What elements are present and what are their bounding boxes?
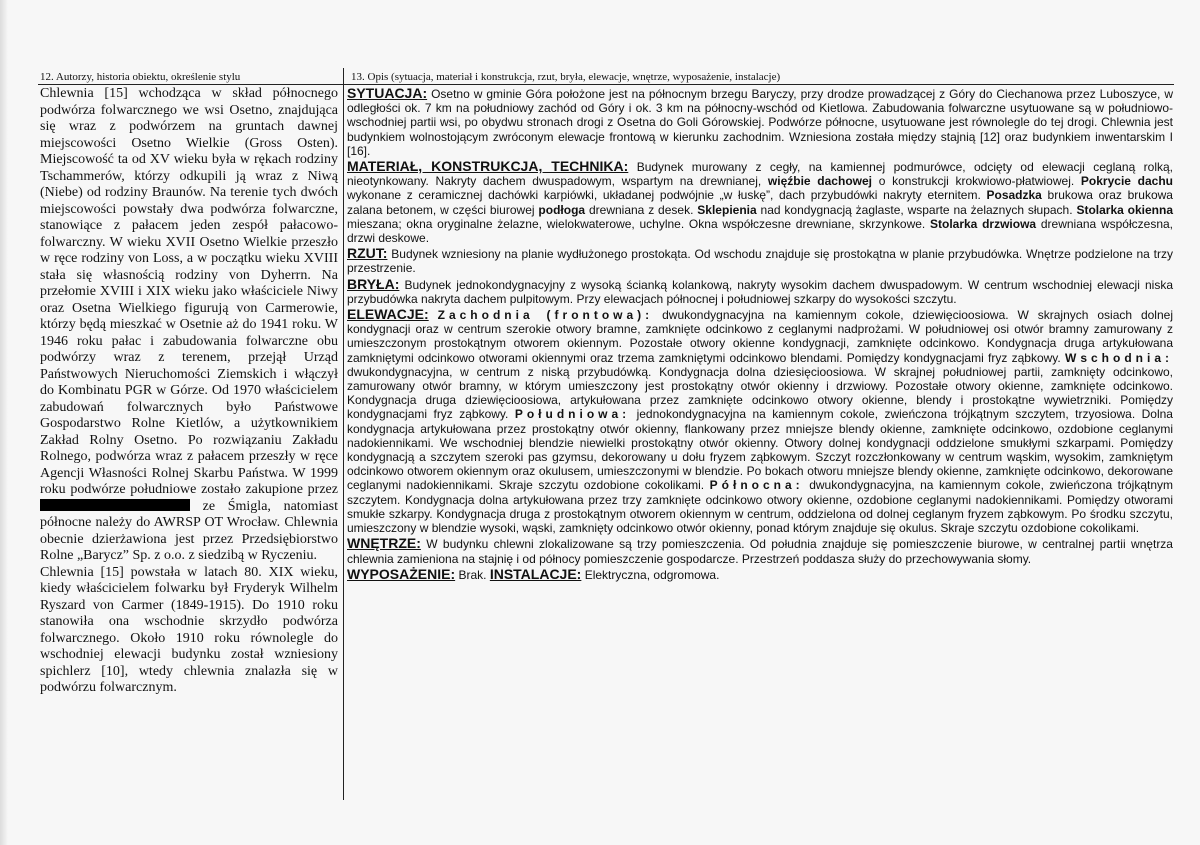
elewacja-poludniowa-label: Południowa: — [514, 407, 631, 422]
material-text-2: o konstrukcji krokwiowo-płatwiowej. — [878, 174, 1075, 189]
section-wnetrze — [347, 536, 1173, 565]
instalacje-text: Elektryczna, odgromowa. — [584, 567, 720, 582]
elewacja-wschodnia-text: dwukondygnacyjna, w centrum z niską przybudówką. Kondygnacja dolna dziesięcioosiowa. W skrajnej południowej partii, zamknięty odcinkowo, zamurowany otwór bramny, w którym umieszczony jest prostokątny otwór okienny i drzwiowy. Pozostałe otwory okienne, zamknięte odcinkowo. Kondygnacja druga dziewięcioosiowa, artykułowana przez zamknięte odcinkowo otwory okienne, blendy i prostokątne wywietrzniki. Pomiędzy kondygnacjami fryz ząbkowy. — [347, 364, 1173, 422]
elewacja-wschodnia-label: Wschodnia: — [1065, 350, 1173, 365]
material-bold-2: Pokrycie dachu — [1080, 174, 1173, 189]
section-sytuacja — [347, 86, 1173, 158]
section-bryla — [347, 277, 1173, 306]
material-text-4: brukowa oraz brukowa zalana betonem, w części biurowej — [347, 188, 1173, 217]
material-bold-6: Stolarka okienna — [1076, 202, 1174, 217]
rzut-title: RZUT: — [347, 245, 388, 262]
section-rzut — [347, 246, 1173, 275]
material-bold-5: Sklepienia — [697, 202, 757, 217]
elewacja-polnocna-text: dwukondygnacyjna, na kamiennym cokole, zwieńczona trójkątnym szczytem. Kondygnacja dolna artykułowana przez trzy zamknięte odcinkowo otwory okienne, ozdobione ceglanymi nadokiennikami. Pomiędzy otworami smukłe szkarpy. Kondygnacja druga z prostokątnym otworem okiennym w centrum, oddzielona od dolnej ceglanym fryzem ząbkowym. Po środku szczytu, umieszczony w blendzie wysoki, wąski, zamknięty odcinkowo otwór okienny, ponad którym znajduje się okulus. Skraje szczytu ozdobione cokolikami. — [347, 478, 1173, 536]
wyposazenie-title: WYPOSAŻENIE: — [347, 565, 456, 582]
material-text-7: mieszana; okna oryginalne żelazne, wielokwaterowe, uchylne. Okna współczesne drewniane, skrzynkowe. — [347, 216, 926, 231]
history-text-1a: Chlewnia [15] wchodząca w skład północnego podwórza folwarcznego we wsi Osetno, znajdująca się wraz z podwórzem na gruntach dawnej miejscowości Osetno Wielkie (Gross Osten). Miejscowość ta od XV wieku była w rękach rodziny Tschammerów, którzy odkupili ją wraz z Niwą (Niebe) od rodziny Braunów. Na terenie tych dwóch miejscowości powstały dwa podwórza folwarczne, stanowiące z pałacem jeden zespół pałacowo-folwarczny. W wieku XVII Osetno Wielkie przeszło w ręce rodziny von Loss, a w początku wieku XVIII stała się własnością rodziny von Dyherrn. Na przełomie XVIII i XIX wieku jako właściciele Niwy oraz Osetna Wielkiego figurują von Carmerowie, którzy będą mieszkać w Osetnie aż do 1941 roku. W 1946 roku pałac i zabudowania folwarczne obu podwórzy wraz z terenem, przejął Urząd Państwowych Nieruchomości Ziemskich i włączył do Kombinatu PGR w Górze. Od 1970 właścicielem zabudowań folwarcznych było Państwowe Gospodarstwo Rolne Kietlów, a użytkownikiem Zakład Rolny Osetno. Po rozwiązaniu Zakładu Rolnego, podwórza wraz z pałacem przeszły w ręce Agencji Własności Rolnej Skarbu Państwa. W 1999 roku podwórze południowe zostało zakupione przez — [40, 86, 338, 497]
history-paragraph-2: Chlewnia [15] powstała w latach 80. XIX wieku, kiedy właścicielem folwarku był Fryderyk Wilhelm Ryszard von Carmer (1849-1915). Do 1910 roku stanowiła ona wschodnie skrzydło podwórza folwarcznego. Około 1910 roku równolegle do wschodniej elewacji budynku został wzniesiony spichlerz [10], wtedy chlewnia znalazła się w podwórzu folwarcznym. — [40, 564, 338, 695]
elewacja-poludniowa-text: jednokondygnacyjna na kamiennym cokole, zwieńczona trójkątnym szczytem, trzyosiowa. Dolna kondygnacja artykułowana przez prostokątny otwór okienny, flankowany przez mniejsze blendy okienne, zamknięte odcinkowo, ozdobione ceglanymi nadokiennikami. We wschodniej blendzie niewielki prostokątny otwór okienny. Otwory dolnej kondygnacji oddzielone smukłymi szkarpami. Pomiędzy kondygnacją a szczytem szeroki pas gzymsu, dekorowany u dołu fryzem ząbkowym. Szczyt rozczłonkowany w centrum wąskim, wysokim, zamkniętym odcinkowo otworem okiennym oraz okulusem, umieszczonymi w blendzie. Po bokach otworu mniejsze blendy okienne, zamknięte odcinkowo, dekorowane ceglanymi nadokiennikami. Skraje szczytu ozdobione cokolikami. — [347, 407, 1173, 493]
elewacja-zachodnia-label: Zachodnia (frontowa): — [437, 308, 654, 323]
material-text-8: drewniana współczesna, drzwi deskowe. — [347, 216, 1174, 246]
header-right: 13. Opis (sytuacja, materiał i konstrukcja, rzut, bryła, elewacje, wnętrze, wyposażenie, instalacje) — [351, 71, 781, 83]
material-text-6: nad kondygnacją żaglaste, wsparte na żelaznych słupach. — [760, 202, 1073, 217]
column-divider — [343, 68, 344, 800]
material-text-1: Budynek murowany z cegły, na kamiennej podmurówce, odcięty od elewacji ceglaną rolką, nieotynkowany. Nakryty dachem dwuspadowym, wspartym na drewnianej, — [347, 160, 1173, 189]
elewacja-zachodnia-text: dwukondygnacyjna na kamiennym cokole, dziewięcioosiowa. W skrajnych osiach dolnej kondygnacji oraz w centrum szerokie otwory bramne, zamknięte odcinkowo z ceglanymi nadprożami. W południowej osi otwór bramny zamurowany z umieszczonym prostokątnym otworem okiennym. Pozostałe otwory okienne kondygnacji, zamknięte odcinkowo. Kondygnacja druga artykułowana zamkniętymi odcinkowo otworami okiennymi oraz trzema zamkniętymi odcinkowo blendami. Pomiędzy kondygnacjami fryz ząbkowy. — [347, 308, 1173, 365]
sytuacja-text: Osetno w gminie Góra położone jest na północnym brzegu Baryczy, przy drodze prowadzącej z Góry do Ciechanowa przez Luboszyce, w odległości ok. 7 km na południowy zachód od Góry i ok. 3 km na północny-wschód od Kietlowa. Zabudowania folwarczne usytuowane są w południowo-wschodniej partii wsi, po obydwu stronach drogi z Osetna do Goli Górowskiej. Podwórze północne, usytuowane jest równolegle do tej drogi. Chlewnia jest budynkiem wolnostojącym zwróconym elewacje frontową w kierunku zachodnim. Wzniesiona została między stajnią [12] oraz budynkiem inwentarskim I [16]. — [347, 87, 1174, 158]
history-text-1b: ze Śmigla, natomiast północne należy do AWRSP OT Wrocław. Chlewnia obecnie dzierżawiona jest przez Przedsiębiorstwo Rolne „Barycz” Sp. z o.o. z siedzibą w Ryczeniu. — [40, 498, 338, 563]
description-column — [347, 86, 1173, 583]
material-bold-7: Stolarka drzwiowa — [930, 216, 1037, 231]
sytuacja-title: SYTUACJA: — [347, 85, 428, 101]
redaction-bar — [40, 499, 190, 511]
section-material — [347, 159, 1173, 245]
section-elewacje — [347, 307, 1173, 535]
history-paragraph-1 — [40, 86, 338, 565]
material-bold-3: Posadzka — [986, 188, 1042, 203]
material-title: MATERIAŁ, KONSTRUKCJA, TECHNIKA: — [347, 158, 629, 175]
history-column — [40, 86, 338, 697]
wyposazenie-text: Brak. — [458, 567, 487, 582]
elewacja-polnocna-label: Północna: — [709, 478, 804, 493]
bryla-text: Budynek jednokondygnacyjny z wysoką ścianką kolankową, nakryty wysokim dachem dwuspadowym. W centrum wschodniej elewacji niska przybudówka nakryta dachem pulpitowym. Przy elewacjach północnej i południowej szkarpy do wysokości szczytu. — [347, 277, 1173, 306]
material-text-3: wykonane z ceramicznej dachówki karpiówki, układanej podwójnie „w łuskę”, dach przybudówki nakryty eternitem. — [347, 188, 981, 203]
header-top-rule — [38, 84, 1174, 85]
elewacje-title: ELEWACJE: — [347, 306, 429, 323]
wnetrze-title: WNĘTRZE: — [347, 535, 421, 552]
scan-edge-shadow — [0, 0, 8, 845]
header-left: 12. Autorzy, historia obiektu, określenie stylu — [40, 71, 241, 83]
instalacje-title: INSTALACJE: — [489, 565, 582, 582]
material-bold-1: więźbie dachowej — [767, 174, 872, 189]
material-bold-4: podłoga — [538, 202, 586, 217]
section-wyposazenie-instalacje — [347, 567, 1173, 582]
wnetrze-text: W budynku chlewni zlokalizowane są trzy pomieszczenia. Od południa znajduje się pomieszczenie biurowe, w centralnej partii wnętrza chlewnia zamieniona na stajnię i od północy pomieszczenie gospodarcze. Przestrzeń poddasza służy do przechowywania słomy. — [347, 537, 1173, 566]
bryla-title: BRYŁA: — [347, 275, 400, 292]
rzut-text: Budynek wzniesiony na planie wydłużonego prostokąta. Od wschodu znajduje się prostokątna w planie przybudówka. Wnętrze podzielone na trzy przestrzenie. — [347, 247, 1173, 276]
material-text-5: drewniana z desek. — [588, 202, 694, 217]
